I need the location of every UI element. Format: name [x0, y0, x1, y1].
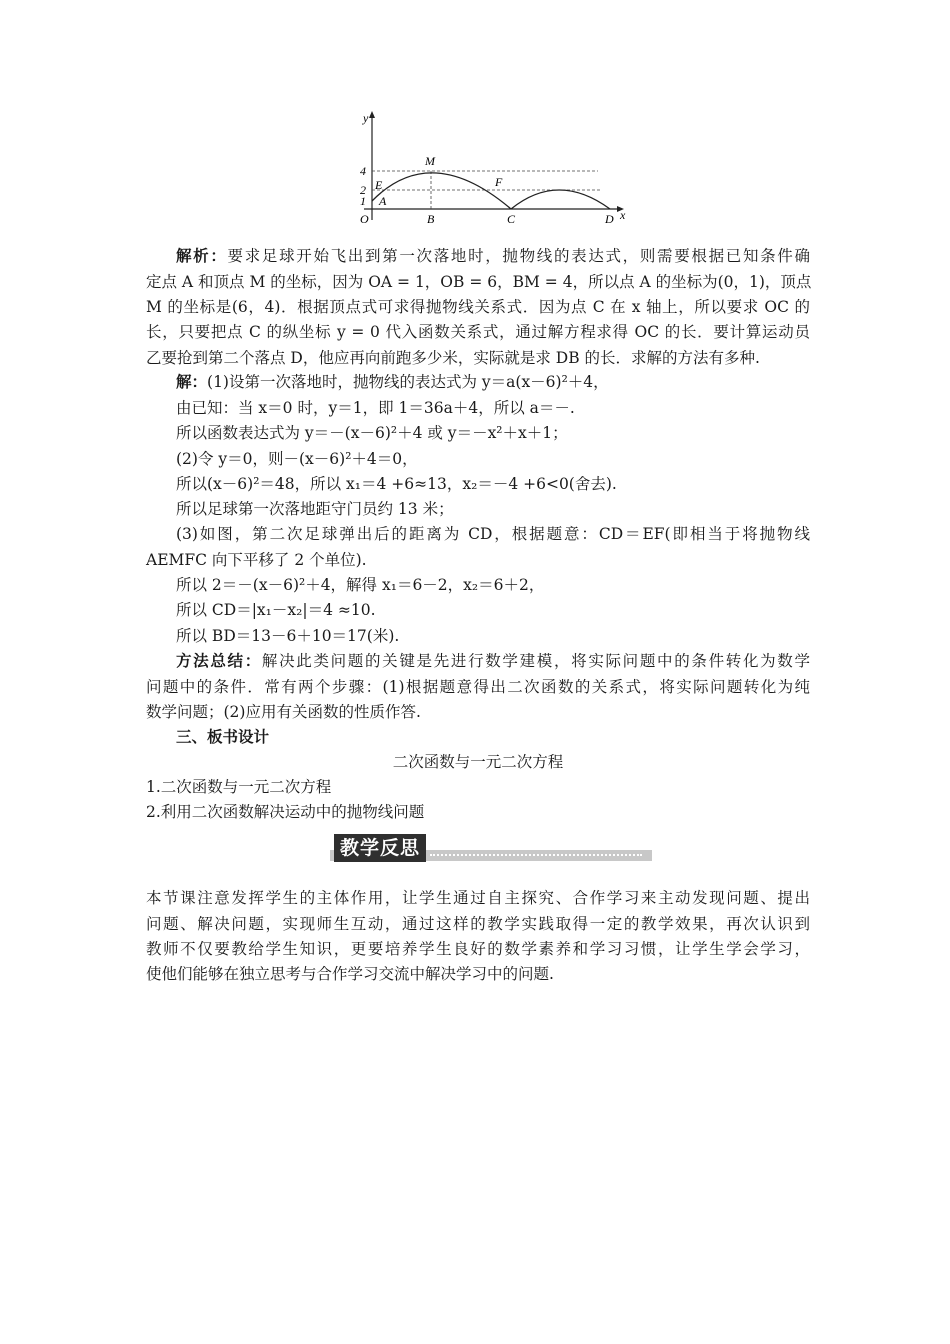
solution-line-8: AEMFC 向下平移了 2 个单位). — [146, 551, 367, 569]
solution-line-9: 所以 2＝－(x－6)²＋4，解得 x₁＝6－2，x₂＝6＋2， — [176, 576, 545, 594]
solution-line-4: (2)令 y＝0，则－(x－6)²＋4＝0， — [176, 450, 418, 468]
board-heading: 三、板书设计 — [176, 727, 270, 746]
y-tick-2: 2 — [360, 183, 366, 197]
solution-line-10: 所以 CD＝|x₁－x₂|＝4 ≈10. — [176, 601, 376, 619]
y-tick-1: 1 — [360, 194, 366, 208]
label-a: A — [379, 194, 387, 208]
label-e: E — [375, 178, 383, 192]
board-item-2: 2.利用二次函数解决运动中的抛物线问题 — [146, 803, 425, 821]
solution-line-6: 所以足球第一次落地距守门员约 13 米； — [176, 500, 454, 518]
reflection-line-4: 使他们能够在独立思考与合作学习交流中解决学习中的问题. — [146, 965, 554, 983]
banner-title: 教学反思 — [334, 834, 426, 862]
analysis-line-1: 解析：要求足球开始飞出到第一次落地时，抛物线的表达式，则需要根据已知条件确 — [176, 246, 810, 265]
analysis-line-3: M 的坐标是(6，4)．根据顶点式可求得抛物线关系式．因为点 C 在 x 轴上，所以要求 OC 的 — [146, 298, 810, 316]
analysis-line-5: 乙要抢到第二个落点 D，他应再向前跑多少米，实际就是求 DB 的长．求解的方法有多种. — [146, 349, 760, 367]
solution-line-5: 所以(x－6)²＝48，所以 x₁＝4 +6≈13，x₂＝－4 +6<0(舍去). — [176, 475, 617, 493]
parabola-figure — [352, 108, 642, 230]
analysis-line-2: 定点 A 和顶点 M 的坐标，因为 OA = 1，OB = 6，BM = 4，所以点 A 的坐标为(0，1)，顶点 — [146, 273, 812, 291]
solution-line-7: (3)如图，第二次足球弹出后的距离为 CD，根据题意：CD＝EF(即相当于将抛物线 — [176, 525, 810, 543]
solution-line-3: 所以函数表达式为 y＝－(x－6)²＋4 或 y＝－x²＋x＋1； — [176, 424, 568, 442]
method-label: 方法总结： — [176, 651, 262, 670]
label-o: O — [360, 212, 369, 226]
banner-dots — [430, 854, 642, 859]
solution-line-1: 解：(1)设第一次落地时，抛物线的表达式为 y＝a(x－6)²＋4， — [176, 372, 609, 391]
first-parabola-arc — [372, 173, 511, 209]
label-b: B — [427, 212, 435, 226]
reflection-line-1: 本节课注意发挥学生的主体作用，让学生通过自主探究、合作学习来主动发现问题、提出 — [146, 889, 810, 907]
label-d: D — [605, 212, 614, 226]
label-f: F — [495, 175, 503, 189]
y-axis-label: y — [363, 111, 369, 125]
reflection-banner — [330, 834, 652, 864]
y-axis-arrow — [369, 111, 375, 118]
second-parabola-arc — [511, 190, 610, 209]
method-line-3: 数学问题；(2)应用有关函数的性质作答. — [146, 703, 421, 721]
solution-label: 解： — [176, 372, 208, 391]
method-line-1: 方法总结：解决此类问题的关键是先进行数学建模，将实际问题中的条件转化为数学 — [176, 651, 810, 670]
label-c: C — [507, 212, 516, 226]
analysis-line-4: 长，只要把点 C 的纵坐标 y = 0 代入函数关系式，通过解方程求得 OC 的长．要计算运动员 — [146, 323, 810, 341]
x-axis-label: x — [620, 208, 626, 222]
board-title: 二次函数与一元二次方程 — [392, 753, 564, 771]
label-m: M — [425, 154, 435, 168]
y-tick-4: 4 — [360, 164, 366, 178]
solution-line-11: 所以 BD＝13－6＋10＝17(米). — [176, 627, 400, 645]
solution-line-2: 由已知：当 x＝0 时，y＝1，即 1＝36a＋4，所以 a＝－. — [176, 399, 575, 417]
analysis-label: 解析： — [176, 246, 228, 265]
reflection-line-3: 教师不仅要教给学生知识，更要培养学生良好的数学素养和学习习惯，让学生学会学习， — [146, 940, 810, 958]
board-item-1: 1.二次函数与一元二次方程 — [146, 778, 332, 796]
method-line-2: 问题中的条件．常有两个步骤：(1)根据题意得出二次函数的关系式，将实际问题转化为纯 — [146, 678, 810, 696]
reflection-line-2: 问题、解决问题，实现师生互动，通过这样的教学实践取得一定的教学效果，再次认识到 — [146, 915, 810, 933]
